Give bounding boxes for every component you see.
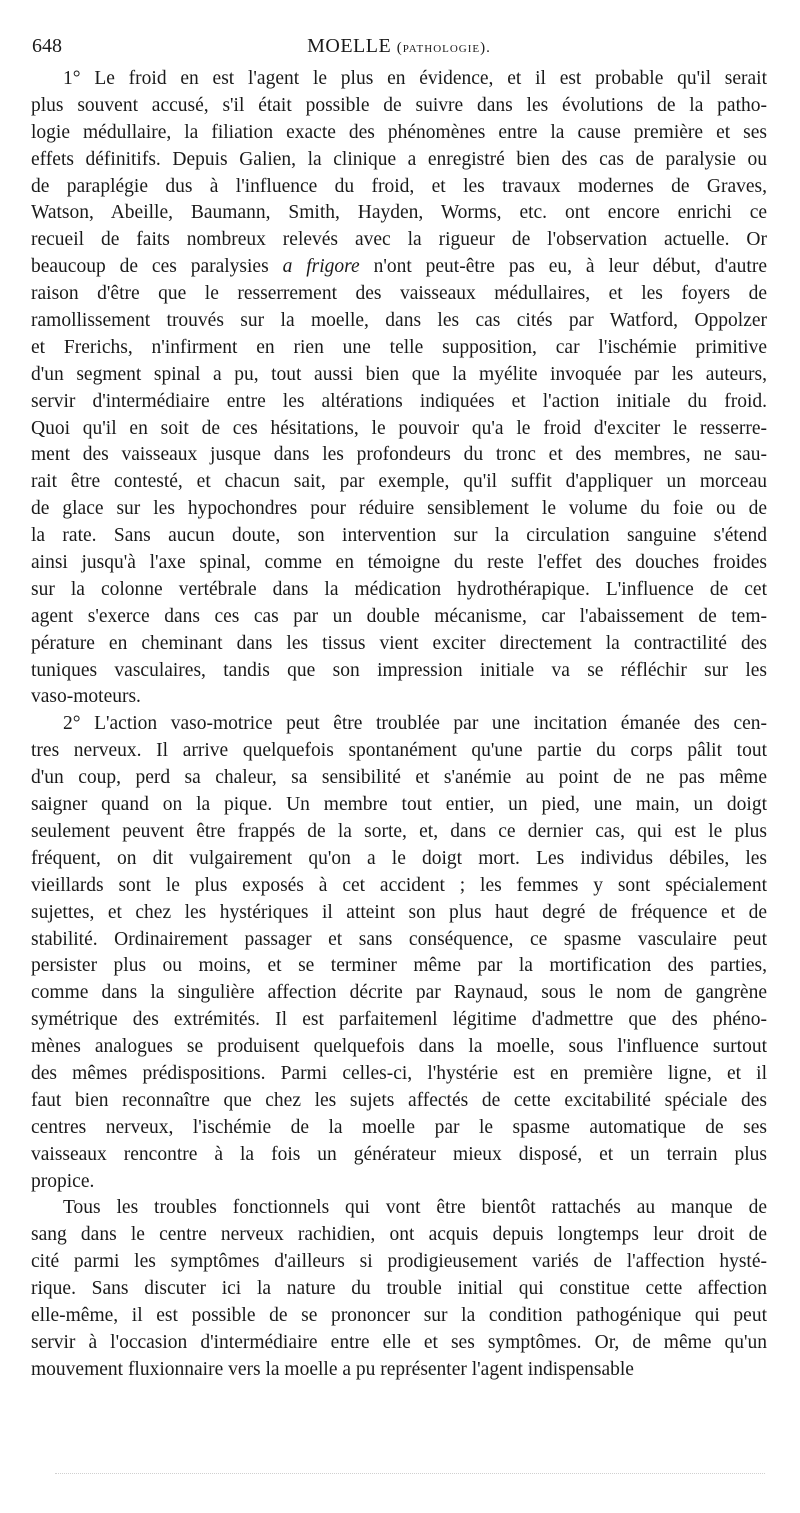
text-line: rait être contesté, et chacun sait, par exemple, qu'il suffit d'appliquer un morceau bbox=[31, 471, 767, 493]
text-line: logie médullaire, la filiation exacte des phénomènes entre la cause première et ses bbox=[31, 121, 767, 143]
text-line: beaucoup de ces paralysies a frigore n'ont peut-être pas eu, à leur début, d'autre bbox=[31, 256, 767, 278]
text-line: sang dans le centre nerveux rachidien, ont acquis depuis longtemps leur droit de bbox=[31, 1224, 767, 1246]
text-line: saigner quand on la pique. Un membre tout entier, un pied, une main, un doigt bbox=[31, 794, 767, 816]
paragraph bbox=[31, 1195, 767, 1383]
text-line: elle-même, il est possible de se prononcer sur la condition pathogénique qui peut bbox=[31, 1304, 767, 1326]
text-line: ment des vaisseaux jusque dans les profondeurs du tronc et des membres, ne sau- bbox=[31, 444, 767, 466]
text-line: servir à l'occasion d'intermédiaire entre elle et ses symptômes. Or, de même qu'un bbox=[31, 1331, 767, 1353]
text-line: rique. Sans discuter ici la nature du trouble initial qui constitue cette affection bbox=[31, 1278, 767, 1300]
text-line: faut bien reconnaître que chez les sujets affectés de cette excitabilité spéciale des bbox=[31, 1089, 767, 1111]
text-line: propice. bbox=[31, 1170, 95, 1192]
text-line: plus souvent accusé, s'il était possible de suivre dans les évolutions de la patho- bbox=[31, 94, 767, 116]
text-line: mouvement fluxionnaire vers la moelle a pu représenter l'agent indispensable bbox=[31, 1358, 634, 1380]
text-line: symétrique des extrémités. Il est parfaitemenl légitime d'admettre que des phéno- bbox=[31, 1009, 767, 1031]
page-header bbox=[31, 26, 767, 66]
text-line: et Frerichs, n'infirment en rien une telle supposition, car l'ischémie primitive bbox=[31, 336, 767, 358]
text-line: Watson, Abeille, Baumann, Smith, Hayden, Worms, etc. ont encore enrichi ce bbox=[31, 202, 767, 224]
text-line: comme dans la singulière affection décrite par Raynaud, sous le nom de gangrène bbox=[31, 982, 767, 1004]
text-line: sur la colonne vertébrale dans la médication hydrothérapique. L'influence de cet bbox=[31, 578, 767, 600]
text-line: servir d'intermédiaire entre les altérations indiquées et l'action initiale du froid. bbox=[31, 390, 767, 412]
text-line: tuniques vasculaires, tandis que son impression initiale va se réfléchir sur les bbox=[31, 659, 767, 681]
text-line: raison d'être que le resserrement des vaisseaux médullaires, et les foyers de bbox=[31, 283, 767, 305]
text-line: 1° Le froid en est l'agent le plus en évidence, et il est probable qu'il serait bbox=[63, 68, 767, 89]
text-line: sujettes, et chez les hystériques il atteint son plus haut degré de fréquence et de bbox=[31, 901, 767, 923]
text-line: seulement peuvent être frappés de la sorte, et, dans ce dernier cas, qui est le plus bbox=[31, 820, 767, 842]
text-line: mènes analogues se produisent quelquefois dans la moelle, sous l'influence surtout bbox=[31, 1036, 767, 1058]
text-line: recueil de faits nombreux relevés avec la rigueur de l'observation actuelle. Or bbox=[31, 229, 767, 251]
text-line: fréquent, on dit vulgairement qu'on a le doigt mort. Les individus débiles, les bbox=[31, 847, 767, 869]
page-number: 648 bbox=[32, 35, 62, 57]
text-line: persister plus ou moins, et se terminer même par la mortification des parties, bbox=[31, 955, 767, 977]
text-line: pérature en cheminant dans les tissus vient exciter directement la contractilité des bbox=[31, 632, 767, 654]
text-line: ramollissement trouvés sur la moelle, dans les cas cités par Watford, Oppolzer bbox=[31, 310, 767, 332]
running-title-main: MOELLE bbox=[307, 35, 392, 57]
running-title-sub: (pathologie). bbox=[396, 40, 491, 56]
text-line: Quoi qu'il en soit de ces hésitations, le pouvoir qu'a le froid d'exciter le resserre- bbox=[31, 417, 767, 439]
bottom-scan-artifact bbox=[55, 1473, 765, 1474]
text-line: vaso-moteurs. bbox=[31, 686, 141, 708]
text-line: ainsi jusqu'à l'axe spinal, comme en témoigne du reste l'effet des douches froides bbox=[31, 552, 767, 574]
text-line: d'un segment spinal a pu, tout aussi bien que la myélite invoquée par les auteurs, bbox=[31, 363, 767, 385]
body-text bbox=[31, 66, 767, 1384]
text-line: des mêmes prédispositions. Parmi celles-ci, l'hystérie est en première ligne, et il bbox=[31, 1062, 767, 1084]
text-line: 2° L'action vaso-motrice peut être troublée par une incitation émanée des cen- bbox=[63, 713, 767, 735]
text-line: centres nerveux, l'ischémie de la moelle par le spasme automatique de ses bbox=[31, 1116, 767, 1138]
book-page bbox=[31, 26, 767, 1384]
text-line: effets définitifs. Depuis Galien, la clinique a enregistré bien des cas de paralysie ou bbox=[31, 148, 767, 170]
text-line: la rate. Sans aucun doute, son intervention sur la circulation sanguine s'étend bbox=[31, 525, 767, 547]
text-line: de paraplégie dus à l'influence du froid, et les travaux modernes de Graves, bbox=[31, 175, 767, 197]
paragraph bbox=[31, 711, 767, 1195]
text-line: vaisseaux rencontre à la fois un générateur mieux disposé, et un terrain plus bbox=[31, 1143, 767, 1165]
text-line: de glace sur les hypochondres pour réduire sensiblement le volume du foie ou de bbox=[31, 498, 767, 520]
text-line: Tous les troubles fonctionnels qui vont être bientôt rattachés au manque de bbox=[63, 1197, 767, 1219]
text-line: agent s'exerce dans ces cas par un double mécanisme, car l'abaissement de tem- bbox=[31, 605, 767, 627]
text-line: d'un coup, perd sa chaleur, sa sensibilité et s'anémie au point de ne pas même bbox=[31, 767, 767, 789]
text-line: cité parmi les symptômes d'ailleurs si prodigieusement variés de l'affection hysté- bbox=[31, 1251, 767, 1273]
running-title bbox=[31, 26, 767, 68]
text-line: stabilité. Ordinairement passager et sans conséquence, ce spasme vasculaire peut bbox=[31, 928, 767, 950]
italic-term: a frigore bbox=[282, 256, 360, 278]
text-line: tres nerveux. Il arrive quelquefois spontanément qu'une partie du corps pâlit tout bbox=[31, 740, 767, 762]
paragraph bbox=[31, 66, 767, 711]
text-line: vieillards sont le plus exposés à cet accident ; les femmes y sont spécialement bbox=[31, 874, 767, 896]
